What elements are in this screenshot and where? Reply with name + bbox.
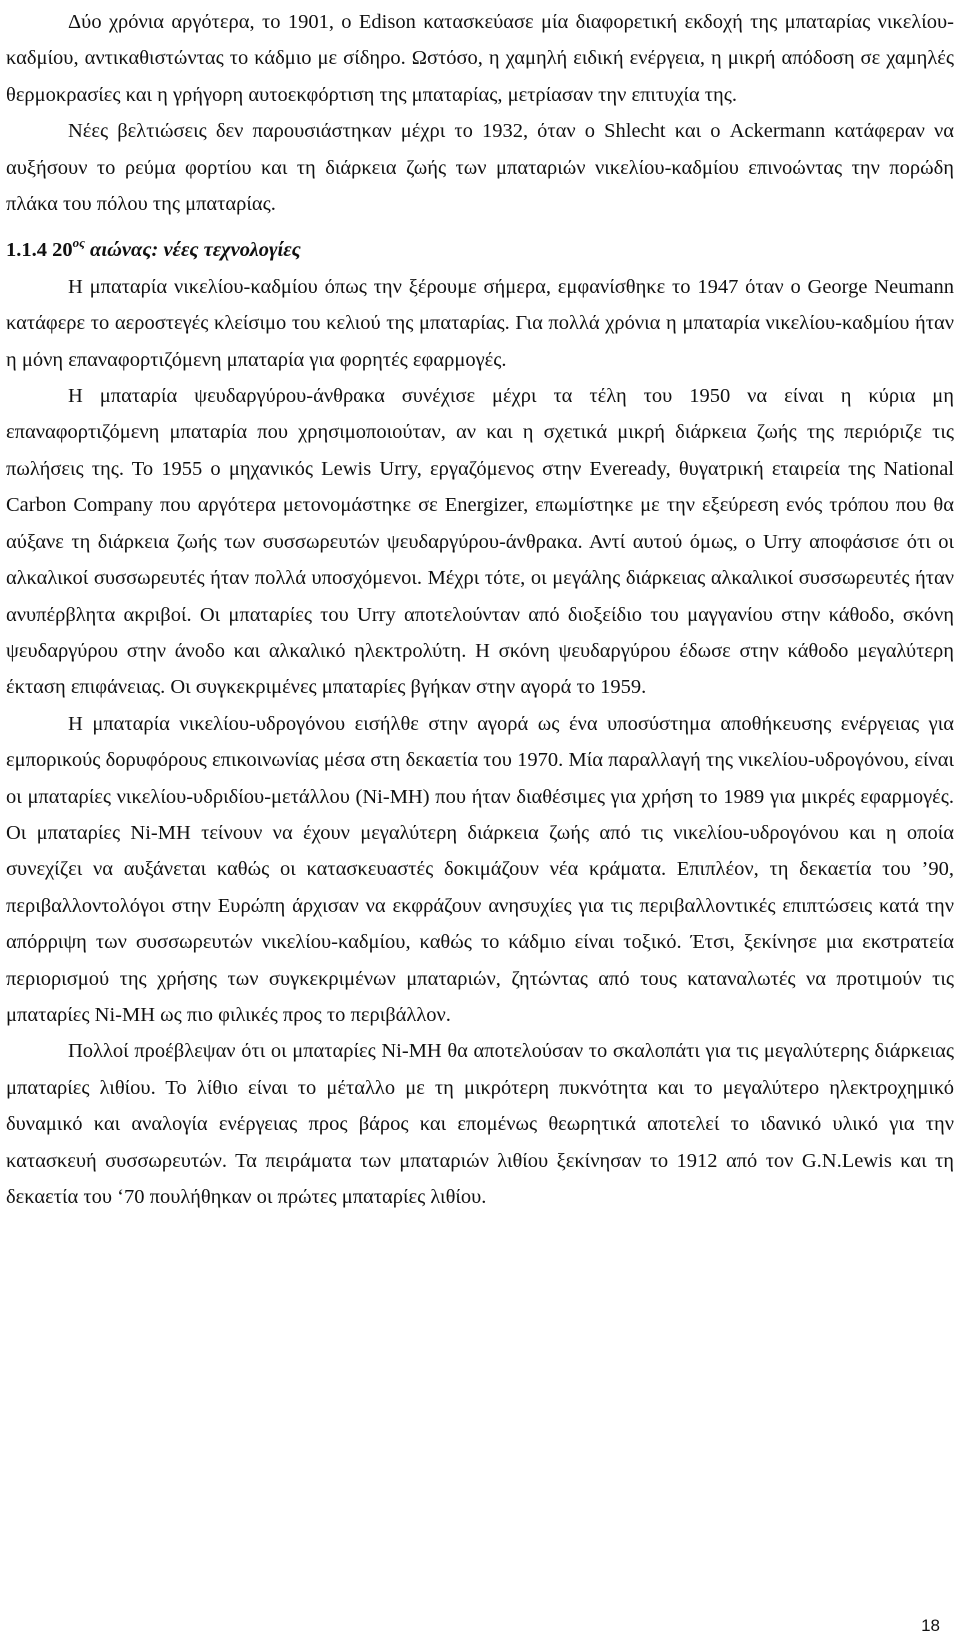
paragraph: Πολλοί προέβλεψαν ότι οι μπαταρίες Ni-MH θα αποτελούσαν το σκαλοπάτι για τις μεγαλύτερης διάρκειας μπαταρίες λιθίου. Το λίθιο είναι το μέταλλο με τη μικρότερη πυκνότητα και το μεγαλύτερο ηλεκτροχημικό δυναμικό και αναλογία ενέργειας προς βάρος και επομένως θεωρητικά αποτελεί το ιδανικό υλικό για την κατασκευή συσσωρευτών. Τα πειράματα των μπαταριών λιθίου ξεκίνησαν το 1912 από τον G.N.Lewis και τη δεκαετία του ‘70 πουλήθηκαν οι πρώτες μπαταρίες λιθίου. [6,1040,954,1208]
section-superscript: ος [72,234,85,250]
page-number: 18 [921,1616,940,1635]
section-heading [6,232,954,268]
section-number: 1.1.4 20 [6,239,73,262]
paragraph: Η μπαταρία ψευδαργύρου-άνθρακα συνέχισε μέχρι τα τέλη του 1950 να είναι η κύρια μη επαναφορτιζόμενη μπαταρία που χρησιμοποιούταν, αν και η σχετικά μικρή διάρκεια ζωής της περιόριζε τις πωλήσεις της. Το 1955 ο μηχανικός Lewis Urry, εργαζόμενος στην Eveready, θυγατρική εταιρεία της National Carbon Company που αργότερα μετονομάστηκε σε Energizer, επωμίστηκε με την εξεύρεση ενός τρόπου που θα αύξανε τη διάρκεια ζωής των συσσωρευτών ψευδαργύρου-άνθρακα. Αντί αυτού όμως, ο Urry αποφάσισε ότι οι αλκαλικοί συσσωρευτές ήταν πολλά υποσχόμενοι. Μέχρι τότε, οι μεγάλης διάρκειας αλκαλικοί συσσωρευτές ήταν ανυπέρβλητα ακριβοί. Οι μπαταρίες του Urry αποτελούνταν από διοξείδιο του μαγγανίου στην κάθοδο, σκόνη ψευδαργύρου στην άνοδο και αλκαλικό ηλεκτρολύτη. Η σκόνη ψευδαργύρου έδωσε στην κάθοδο μεγαλύτερη έκταση επιφάνειας. Οι συγκεκριμένες μπαταρίες βγήκαν στην αγορά το 1959. [6,385,954,699]
document-body [6,4,954,1215]
paragraph: Η μπαταρία νικελίου-υδρογόνου εισήλθε στην αγορά ως ένα υποσύστημα αποθήκευσης ενέργειας για εμπορικούς δορυφόρους επικοινωνίας μέσα στη δεκαετία του 1970. Μία παραλλαγή της νικελίου-υδρογόνου, είναι οι μπαταρίες νικελίου-υδριδίου-μετάλλου (Ni-MH) που ήταν διαθέσιμες για χρήση το 1989 για μικρές εφαρμογές. Οι μπαταρίες Ni-MH τείνουν να έχουν μεγαλύτερη διάρκεια ζωής από τις νικελίου-υδρογόνου και η οποία συνεχίζει να αυξάνεται καθώς οι κατασκευαστές δοκιμάζουν νέα κράματα. Επιπλέον, τη δεκαετία του ’90, περιβαλλοντολόγοι στην Ευρώπη άρχισαν να εκφράζουν ανησυχίες για τις περιβαλλοντικές επιπτώσεις κατά την απόρριψη των συσσωρευτών νικελίου-καδμίου, καθώς το κάδμιο είναι τοξικό. Έτσι, ξεκίνησε μια εκστρατεία περιορισμού της χρήσης των συγκεκριμένων μπαταριών, ζητώντας από τους καταναλωτές να προτιμούν τις μπαταρίες Ni-MH ως πιο φιλικές προς το περιβάλλον. [6,712,954,1026]
paragraph: Νέες βελτιώσεις δεν παρουσιάστηκαν μέχρι το 1932, όταν ο Shlecht και ο Ackermann κατάφεραν να αυξήσουν το ρεύμα φορτίου και τη διάρκεια ζωής των μπαταριών νικελίου-καδμίου επινοώντας την πορώδη πλάκα του πόλου της μπαταρίας. [6,120,954,216]
paragraph: Δύο χρόνια αργότερα, το 1901, ο Edison κατασκεύασε μία διαφορετική εκδοχή της μπαταρίας νικελίου-καδμίου, αντικαθιστώντας το κάδμιο με σίδηρο. Ωστόσο, η χαμηλή ειδική ενέργεια, η μικρή απόδοση σε χαμηλές θερμοκρασίες και η γρήγορη αυτοεκφόρτιση της μπαταρίας, μετρίασαν την επιτυχία της. [6,11,954,106]
paragraph: Η μπαταρία νικελίου-καδμίου όπως την ξέρουμε σήμερα, εμφανίσθηκε το 1947 όταν ο George Neumann κατάφερε το αεροστεγές κλείσιμο του κελιού της μπαταρίας. Για πολλά χρόνια η μπαταρία νικελίου-καδμίου ήταν η μόνη επαναφορτιζόμενη μπαταρία για φορητές εφαρμογές. [6,275,954,371]
section-title: αιώνας: νέες τεχνολογίες [84,239,301,262]
